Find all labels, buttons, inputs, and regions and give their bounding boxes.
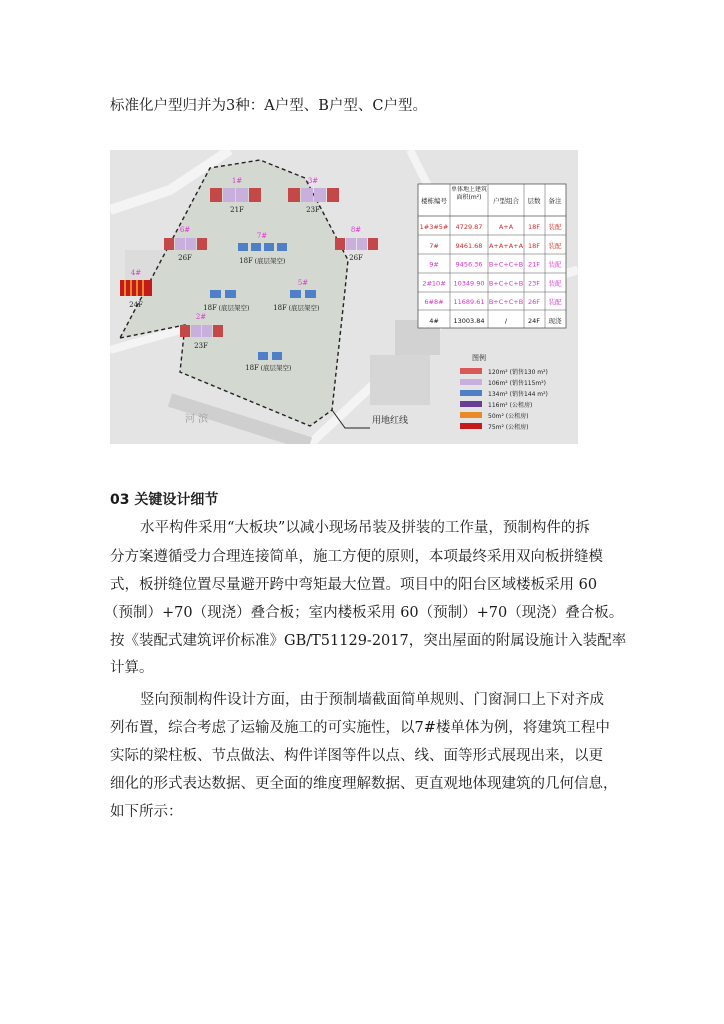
legend-swatch [460,401,482,407]
svg-text:4#: 4# [130,269,142,277]
table-cell: B+C+C+B [488,260,524,269]
legend-label: 120m² (销售130 m²) [488,369,548,376]
legend-label: 75m² (公租房) [488,424,529,431]
svg-text:18F: 18F [245,364,259,372]
table-cell: 7# [429,241,439,250]
section-title: 03 关键设计细节 [110,492,219,508]
legend-label: 134m² (销售144 m²) [488,391,548,398]
legend-swatch [460,423,482,429]
site-plan-figure [110,150,578,444]
legend-label: 116m² (公租房) [488,402,533,409]
svg-text:(底层架空): (底层架空) [288,304,320,312]
legend-label: 106m² (销售115m²) [488,380,546,387]
table-cell: 装配 [548,260,562,269]
legend-label: 50m² (公租房) [488,413,529,420]
legend-swatch [460,368,482,374]
legend-swatch [460,379,482,385]
table-cell: 装配 [548,279,562,288]
intro-text: 标准化户型归并为3种：A户型、B户型、C户型。 [110,98,427,114]
table-cell: B+C+C+B [488,279,524,288]
para2-line: 实际的梁柱板、节点做法、构件详图等件以点、线、面等形式展现出来，以更 [110,748,603,764]
table-cell: 13003.84 [453,317,485,325]
table-cell: B+C+C+B [488,298,524,307]
para1-line: 按《装配式建筑评价标准》GB/T51129-2017，突出屋面的附属设施计入装配率 [110,633,627,649]
table-cell: 24F [527,317,541,325]
svg-text:24F: 24F [129,301,143,309]
svg-text:5#: 5# [297,279,309,287]
para2-line: 细化的形式表达数据、更全面的维度理解数据、更直观地体现建筑的几何信息， [110,776,618,792]
table-cell: 9456.36 [455,260,483,269]
table-cell: 装配 [548,241,562,250]
para2-line: 竖向预制构件设计方面，由于预制墙截面简单规则、门窗洞口上下对齐成 [140,692,604,708]
svg-text:2#: 2# [195,313,207,321]
svg-text:1#: 1# [231,177,243,185]
svg-text:18F: 18F [239,257,253,265]
svg-text:18F: 18F [203,304,217,312]
svg-text:7#: 7# [256,232,268,240]
svg-text:户型组合: 户型组合 [493,197,519,205]
svg-text:18F: 18F [273,304,287,312]
legend-swatch [460,390,482,396]
table-cell: 装配 [548,223,562,231]
svg-text:楼栋编号: 楼栋编号 [421,197,447,205]
table-cell: 4729.87 [455,223,483,231]
para1-line: （预制）+70（现浇）叠合板；室内楼板采用 60（预制）+70（现浇）叠合板。 [104,605,624,621]
table-cell: 6#8# [424,298,444,307]
svg-text:26F: 26F [349,254,363,262]
table-cell: 现浇 [548,317,562,325]
boundary-label: 用地红线 [372,416,409,426]
table-cell: A+A+A+A [488,241,524,250]
para1-line: 式，板拼缝位置尽量避开跨中弯矩最大位置。项目中的阳台区域楼板采用 60 [110,577,598,593]
table-cell: 21F [527,260,541,269]
river-label: 河 滨 [185,414,209,425]
svg-text:8#: 8# [350,226,362,234]
svg-text:图例: 图例 [472,354,486,362]
para2-line: 列布置，综合考虑了运输及施工的可实施性，以7#楼单体为例，将建筑工程中 [110,720,610,736]
table-cell: 2#10# [422,279,446,288]
table-cell: 26F [527,298,541,307]
svg-text:3#: 3# [307,177,319,185]
svg-text:23F: 23F [194,342,208,350]
table-cell: 1#3#5# [419,223,449,231]
para1-line: 水平构件采用“大板块”以减小现场吊装及拼装的工作量，预制构件的拆 [140,520,590,536]
table-cell: 9# [429,260,439,269]
table-cell: 4# [429,317,439,325]
table-cell: 23F [527,279,541,288]
table-header-area: 单体地上建筑面积(m²) [451,186,487,201]
para1-line: 计算。 [110,660,154,676]
svg-text:(底层架空): (底层架空) [218,304,250,312]
table-cell: 11689.61 [453,298,485,307]
legend-swatch [460,412,482,418]
table-cell: 10349.90 [453,279,485,288]
building-data-table [418,184,566,328]
svg-text:6#: 6# [179,226,191,234]
svg-text:(底层架空): (底层架空) [254,257,286,265]
svg-text:层数: 层数 [527,197,541,205]
svg-text:备注: 备注 [548,197,562,205]
para2-line: 如下所示： [110,804,183,820]
table-cell: 9461.68 [455,241,483,250]
table-cell: 18F [527,223,541,231]
svg-text:26F: 26F [178,254,192,262]
table-cell: / [504,317,508,325]
svg-text:21F: 21F [230,206,244,214]
table-cell: A+A [498,223,514,231]
para1-line: 分方案遵循受力合理连接简单，施工方便的原则，本项最终采用双向板拼缝模 [110,549,603,565]
svg-text:(底层架空): (底层架空) [260,364,292,372]
table-cell: 装配 [548,298,562,307]
svg-text:23F: 23F [306,206,320,214]
table-cell: 18F [527,241,541,250]
